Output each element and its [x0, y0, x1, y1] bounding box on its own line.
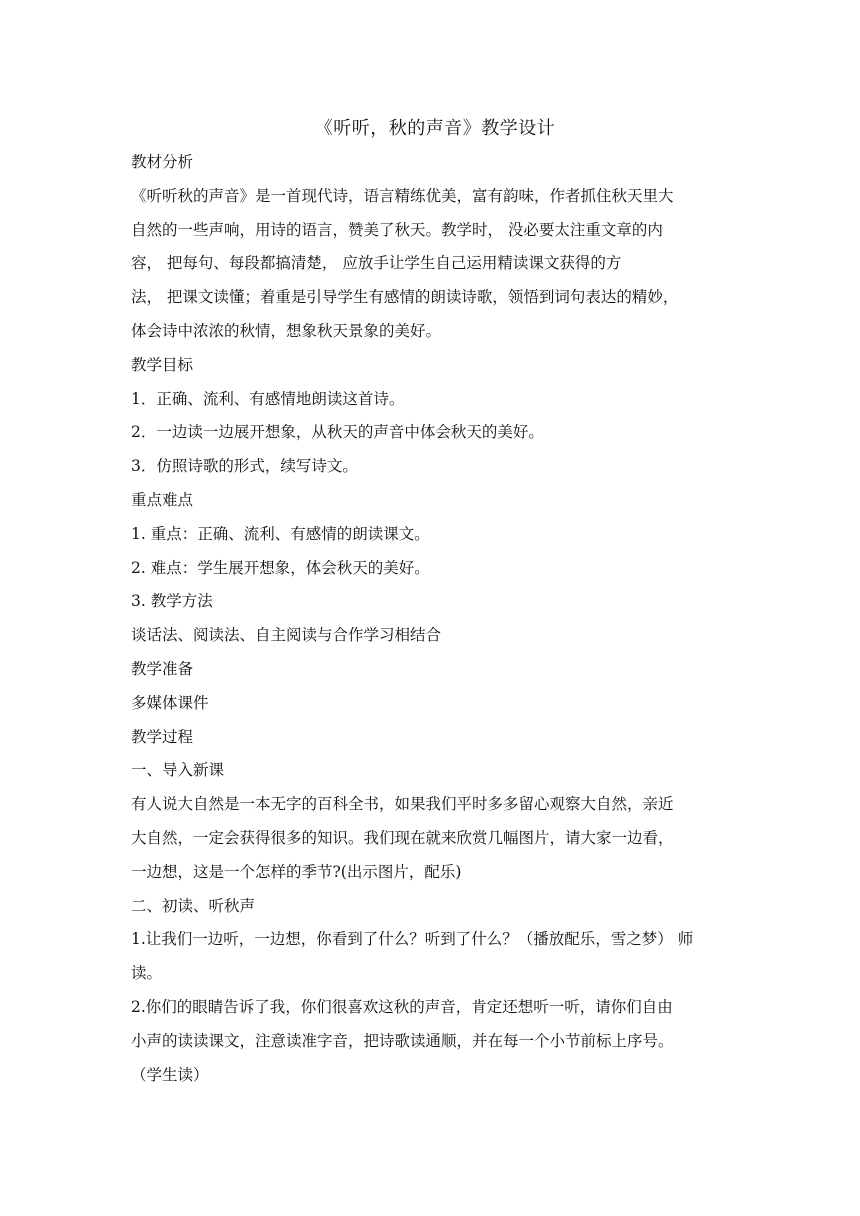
step1-line: 一边想，这是一个怎样的季节?(出示图片，配乐)	[131, 862, 462, 881]
step2-item2-line: 小声的读读课文，注意读准字音，把诗歌读通顺，并在每一个小节前标上序号。	[131, 1031, 674, 1050]
section-heading-prep: 教学准备	[131, 659, 194, 678]
method-text: 谈话法、阅读法、自主阅读与合作学习相结合	[131, 626, 442, 645]
step2-item1-line: 读。	[131, 964, 163, 983]
key-point-item: 3. 教学方法	[131, 592, 213, 611]
prep-text: 多媒体课件	[131, 693, 209, 712]
document-body	[131, 112, 739, 1092]
key-point-item: 2. 难点：学生展开想象，体会秋天的美好。	[131, 558, 430, 577]
goal-item: 3．仿照诗歌的形式，续写诗文。	[131, 457, 358, 476]
step2-item2-paragraph	[131, 991, 739, 1092]
step1-line: 有人说大自然是一本无字的百科全书，如果我们平时多多留心观察大自然，亲近	[131, 795, 674, 814]
material-line: 体会诗中浓浓的秋情，想象秋天景象的美好。	[131, 321, 442, 340]
section-heading-material: 教材分析	[131, 153, 194, 171]
key-point-item: 1. 重点：正确、流利、有感情的朗读课文。	[131, 524, 430, 543]
material-line: 容， 把每句、每段都搞清楚， 应放手让学生自己运用精读课文获得的方	[131, 254, 622, 273]
step2-item2-line: 2.你们的眼睛告诉了我，你们很喜欢这秋的声音，肯定还想听一听，请你们自由	[131, 997, 673, 1016]
section-heading-process: 教学过程	[131, 727, 194, 746]
step1-heading: 一、导入新课	[131, 761, 225, 780]
material-paragraph	[131, 180, 739, 349]
section-heading-goals: 教学目标	[131, 355, 194, 374]
section-heading-key-points: 重点难点	[131, 490, 194, 509]
material-line: 自然的一些声响，用诗的语言，赞美了秋天。教学时， 没必要太注重文章的内	[131, 220, 663, 239]
material-line: 《听听秋的声音》是一首现代诗，语言精练优美，富有韵味，作者抓住秋天里大	[131, 186, 674, 205]
step2-heading: 二、初读、听秋声	[131, 896, 256, 915]
step2-item2-line: （学生读）	[131, 1065, 209, 1084]
goal-item: 2．一边读一边展开想象，从秋天的声音中体会秋天的美好。	[131, 423, 544, 442]
material-line: 法， 把课文读懂；着重是引导学生有感情的朗读诗歌，领悟到词句表达的精妙，	[131, 288, 679, 307]
goal-item: 1．正确、流利、有感情地朗读这首诗。	[131, 389, 405, 408]
step1-line: 大自然，一定会获得很多的知识。我们现在就来欣赏几幅图片，请大家一边看，	[131, 828, 674, 847]
step2-item1-line: 1.让我们一边听，一边想，你看到了什么？听到了什么？（播放配乐，雪之梦） 师	[131, 930, 694, 949]
step2-item1-paragraph	[131, 923, 739, 991]
document-title: 《听听，秋的声音》教学设计	[314, 118, 556, 139]
step1-paragraph	[131, 788, 739, 889]
